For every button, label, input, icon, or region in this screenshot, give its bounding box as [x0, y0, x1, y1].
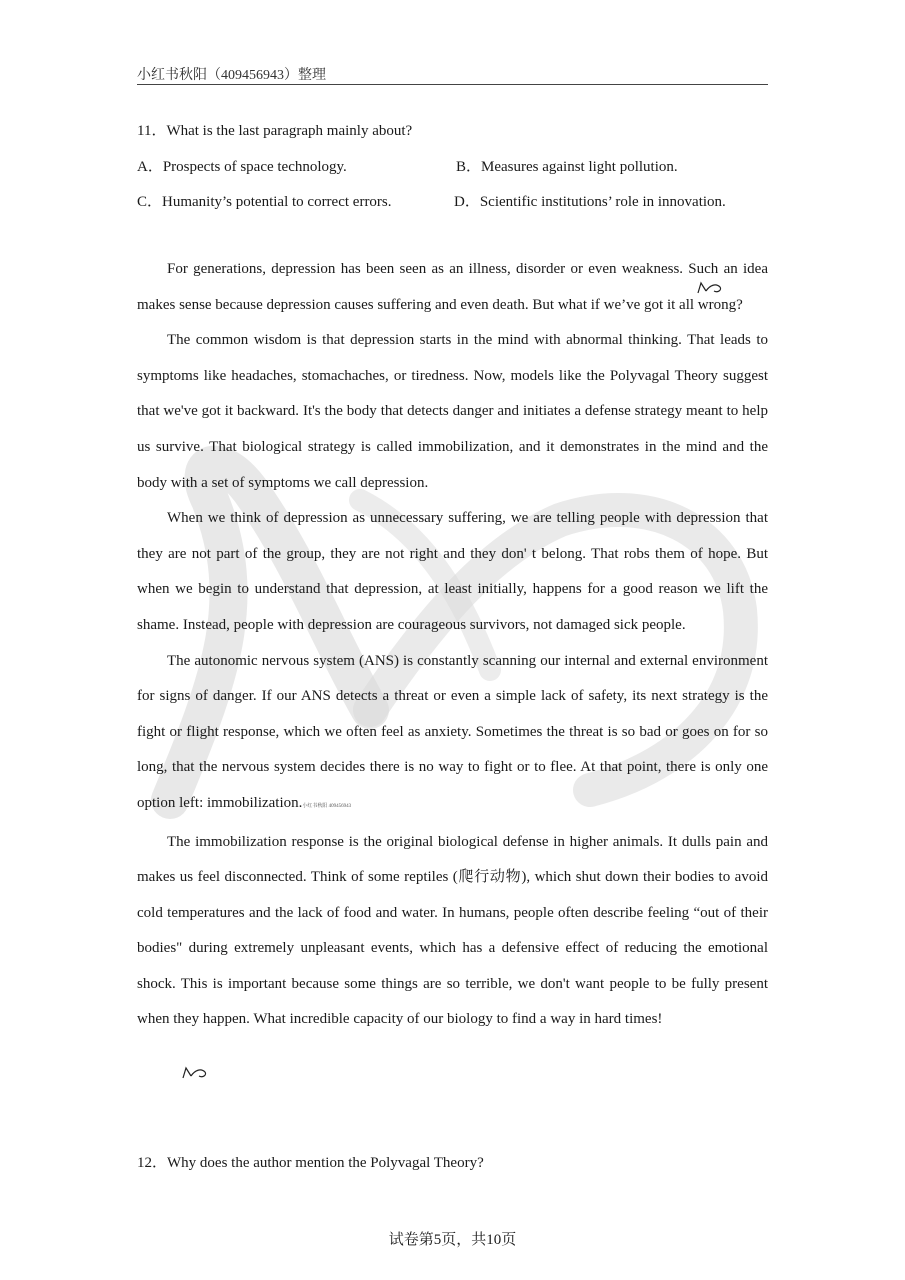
option-11-b: B．Measures against light pollution.: [456, 159, 678, 175]
reading-passage: [137, 252, 768, 1038]
header-rule: [137, 84, 768, 85]
handwritten-scribble-mark: [181, 1064, 209, 1082]
passage-paragraph-1: For generations, depression has been seen as an illness, disorder or even weakness. Such an idea makes sense because depression causes suffering and even death. But what if we’ve got it all wrong?: [137, 261, 768, 313]
passage-paragraph-4-text: The autonomic nervous system (ANS) is constantly scanning our internal and external environment for signs of danger. If our ANS detects a threat or even a simple lack of safety, its next strategy is the fight or flight response, which we often feel as anxiety. Sometimes the threat is so bad or goes on for so long, that the nervous system decides there is no way to fight or to flee. At that point, there is only one option left: immobilization.: [137, 652, 768, 811]
passage-paragraph-2: The common wisdom is that depression starts in the mind with abnormal thinking. That leads to symptoms like headaches, stomachaches, or tiredness. Now, models like the Polyvagal Theory suggest that we've got it backward. It's the body that detects danger and initiates a defense strategy meant to help us survive. That biological strategy is called immobilization, and it demonstrates in the mind and the body with a set of symptoms we call depression.: [137, 332, 768, 491]
passage-paragraph-3: When we think of depression as unnecessary suffering, we are telling people with depression that they are not part of the group, they are not right and they don' t belong. That robs them of hope. But when we begin to understand that depression, at least initially, happens for a good reason we lift the shame. Instead, people with depression are courageous survivors, not damaged sick people.: [137, 510, 768, 633]
option-11-c: C．Humanity’s potential to correct errors.: [137, 194, 392, 210]
inline-watermark-text: 小红书秋阳 409456943: [302, 803, 352, 809]
page-header: 小红书秋阳（409456943）整理: [137, 68, 326, 83]
option-11-a: A．Prospects of space technology.: [137, 159, 347, 175]
passage-paragraph-5: The immobilization response is the original biological defense in higher animals. It dulls pain and makes us feel disconnected. Think of some reptiles (爬行动物), which shut down their bodies to avoid cold temperatures and the lack of food and water. In humans, people often describe feeling “out of their bodies" during extremely unpleasant events, which has a defensive effect of reducing the emotional shock. This is important because some things are so terrible, we don't want people to be fully present when they happen. What incredible capacity of our biology to find a way in hard times!: [137, 833, 768, 1028]
page-footer: 试卷第5页，共10页: [388, 1232, 517, 1248]
handwritten-scribble-mark: [696, 279, 724, 297]
question-11-stem: 11．What is the last paragraph mainly about?: [137, 123, 413, 139]
option-11-d: D．Scientific institutions’ role in innovation.: [454, 194, 726, 210]
passage-paragraph-4: [137, 644, 768, 825]
question-12-stem: 12．Why does the author mention the Polyvagal Theory?: [137, 1155, 484, 1171]
